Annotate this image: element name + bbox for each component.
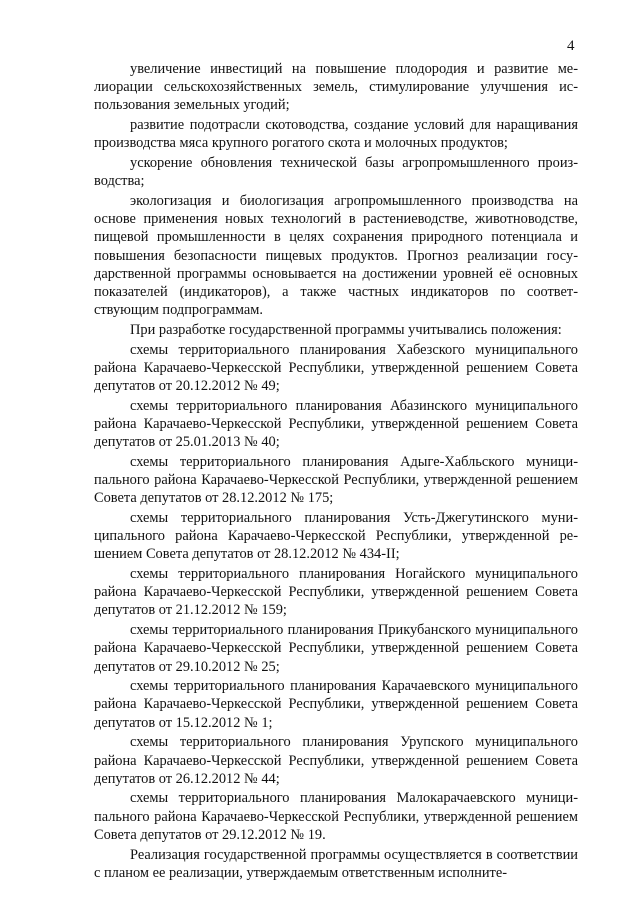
paragraph-scheme-prikubansky: схемы территориального планирования Прикубанского муниципального района Карачаево-Черкесской Республики, утвержденной решением Совета депутатов от 29.10.2012 № 25; xyxy=(94,622,578,675)
document-body xyxy=(94,60,578,883)
paragraph-scheme-abaza: схемы территориального планирования Абазинского муниципального района Карачаево-Черкесской Республики, утвержденной решением Совета депутатов от 25.01.2013 № 40; xyxy=(94,397,578,451)
paragraph-scheme-adyge-khabl: схемы территориального планирования Адыге-Хабльского муниципального района Карачаево-Черкесской Республики, утвержденной решением Совета депутатов от 28.12.2012 № 175; xyxy=(94,453,578,507)
paragraph-cattle-breeding: развитие подотрасли скотоводства, создание условий для наращивания производства мяса крупного рогатого скота и молочных продуктов; xyxy=(94,117,578,152)
paragraph-scheme-khabez: схемы территориального планирования Хабезского муниципального района Карачаево-Черкесской Республики, утвержденной решением Совета депутатов от 20.12.2012 № 49; xyxy=(94,341,578,394)
paragraph-ecologization: экологизация и биологизация агропромышленного производства на основе применения новых технологий в растениеводстве, животноводстве, пищевой промышленности в целях сохранения природного потенциала и повышения безопасности пищевых продуктов. Прогноз реализации государственной программы основывается на достижении уровней её основных показателей (индикаторов), а также частных индикаторов по соответствующим подпрограммам. xyxy=(94,192,578,319)
paragraph-implementation: Реализация государственной программы осуществляется в соответствии с планом ее реализации, утверждаемым ответственным исполните- xyxy=(94,846,578,881)
paragraph-provisions-intro: При разработке государственной программы учитывались положения: xyxy=(130,321,562,338)
paragraph-scheme-urup: схемы территориального планирования Урупского муниципального района Карачаево-Черкесской Республики, утвержденной решением Совета депутатов от 26.12.2012 № 44; xyxy=(94,734,578,787)
paragraph-scheme-karachaevsky: схемы территориального планирования Карачаевского муниципального района Карачаево-Черкесской Республики, утвержденной решением Совета депутатов от 15.12.2012 № 1; xyxy=(94,678,578,731)
page-number: 4 xyxy=(567,38,575,54)
paragraph-technical-base: ускорение обновления технической базы агропромышленного производства; xyxy=(94,155,578,190)
paragraph-scheme-ust-dzheguta: схемы территориального планирования Усть-Джегутинского муниципального района Карачаево-Черкесской Республики, утвержденной решением Совета депутатов от 28.12.2012 № 434-II; xyxy=(94,509,578,563)
paragraph-scheme-malokarachaevsky: схемы территориального планирования Малокарачаевского муниципального района Карачаево-Черкесской Республики, утвержденной решением Совета депутатов от 29.12.2012 № 19. xyxy=(94,790,578,843)
paragraph-investments: увеличение инвестиций на повышение плодородия и развитие мелиорации сельскохозяйственных земель, стимулирование улучшения использования земельных угодий; xyxy=(94,61,578,114)
paragraph-scheme-nogai: схемы территориального планирования Ногайского муниципального района Карачаево-Черкесской Республики, утвержденной решением Совета депутатов от 21.12.2012 № 159; xyxy=(94,565,578,619)
